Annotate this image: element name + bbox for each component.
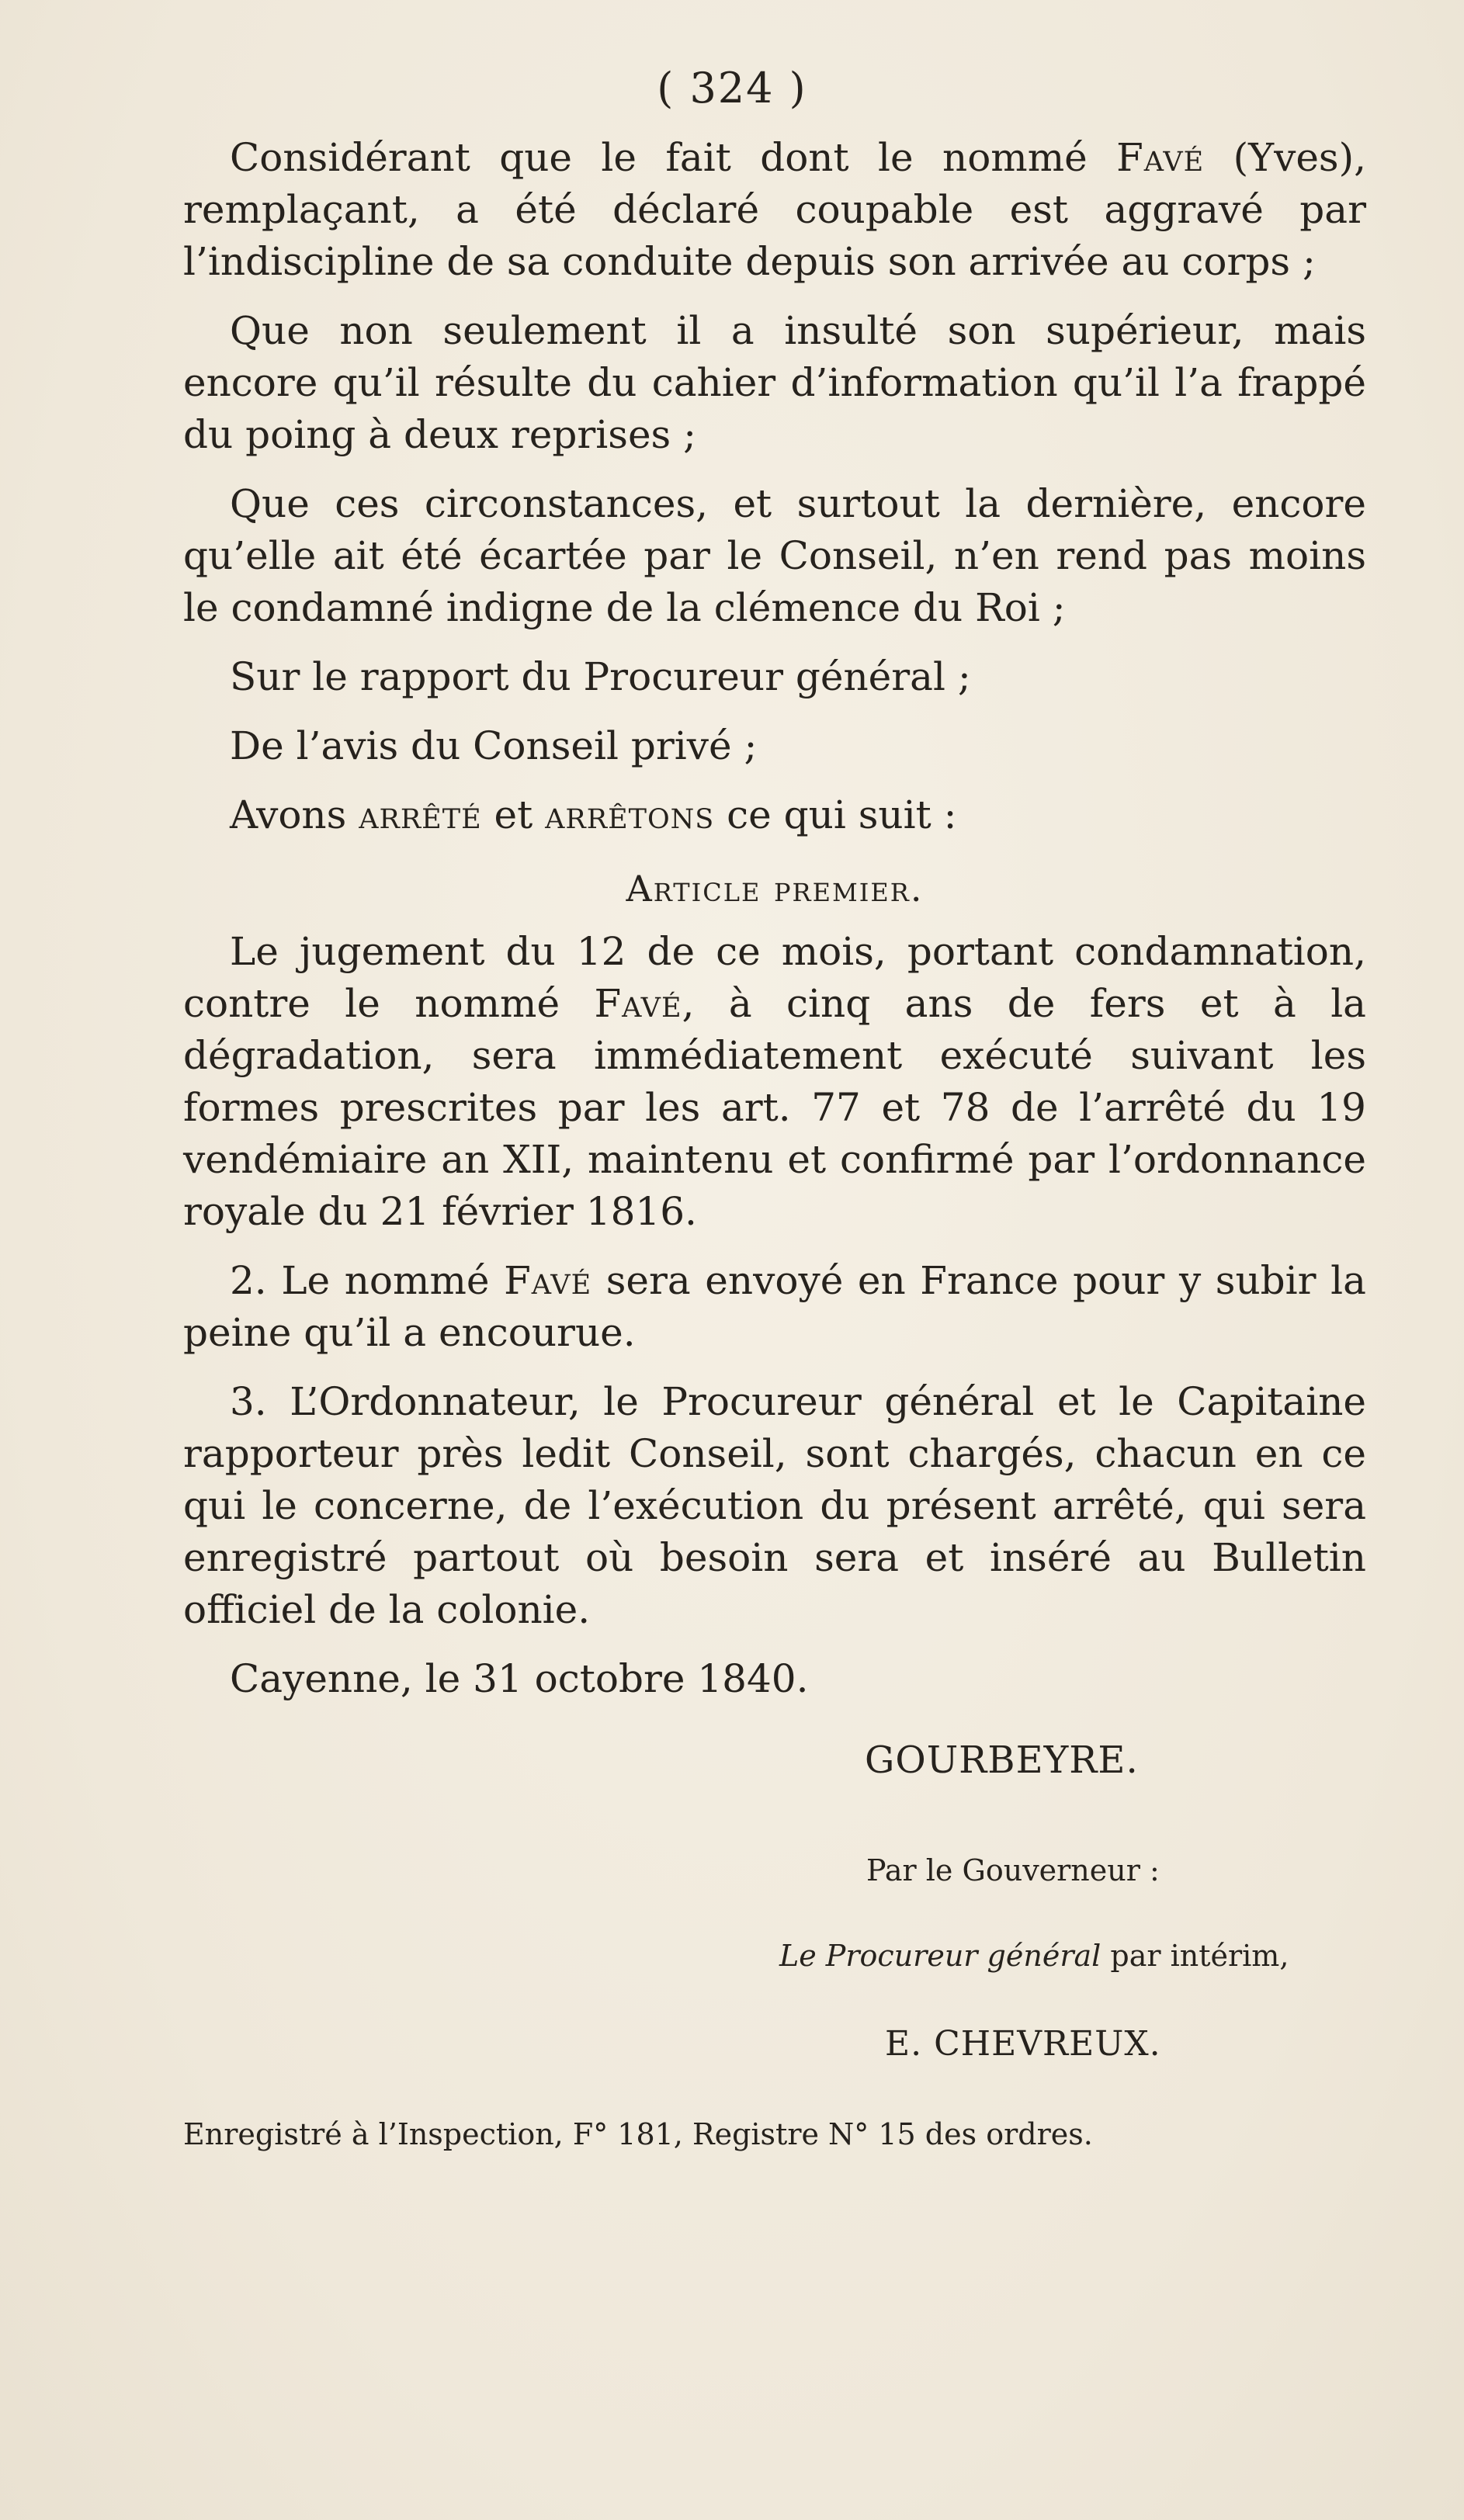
paragraph-avons: Avons arrêté et arrêtons ce qui suit :	[230, 792, 957, 837]
body-text	[183, 132, 1366, 1705]
article-heading: Article premier.	[626, 868, 924, 910]
date-line: Cayenne, le 31 octobre 1840.	[230, 1656, 809, 1701]
article-3: 3. L’Ordonnateur, le Procureur général et le Capitaine rapporteur près ledit Conseil, sont chargés, chacun en ce qui le concerne, de l’exécution du présent arrêté, qui sera enregistré partout où besoin sera et inséré au Bulletin officiel de la colonie.	[183, 1379, 1366, 1632]
article-2: 2. Le nommé Favé sera envoyé en France pour y subir la peine qu’il a encourue.	[183, 1258, 1366, 1355]
procureur-line: Le Procureur général par intérim,	[779, 1939, 1289, 1973]
name-fave: Favé	[504, 1258, 592, 1303]
article-1: Le jugement du 12 de ce mois, portant condamnation, contre le nommé Favé, à cinq ans de fers et à la dégradation, sera immédiatement exécuté suivant les formes prescrites par les art. 77 et 78 de l’arrêté du 19 vendémiaire an XII, maintenu et confirmé par l’ordonnance royale du 21 février 1816.	[183, 929, 1366, 1234]
paragraph-insult: Que non seulement il a insulté son supérieur, mais encore qu’il résulte du cahier d’information qu’il l’a frappé du poing à deux reprises ;	[183, 308, 1366, 457]
par-le-gouverneur: Par le Gouverneur :	[866, 1853, 1160, 1887]
signature-gourbeyre: GOURBEYRE.	[865, 1738, 1139, 1782]
paragraph-avis: De l’avis du Conseil privé ;	[230, 723, 758, 768]
name-fave: Favé	[594, 981, 682, 1026]
registration-footer: Enregistré à l’Inspection, F° 181, Registre N° 15 des ordres.	[183, 2117, 1093, 2151]
paragraph-rapport: Sur le rapport du Procureur général ;	[230, 654, 971, 699]
name-fave: Favé	[1116, 135, 1205, 180]
paragraph-considerant: Considérant que le fait dont le nommé Favé (Yves), remplaçant, a été déclaré coupable est aggravé par l’indiscipline de sa conduite depuis son arrivée au corps ;	[183, 135, 1366, 284]
page-number: ( 324 )	[657, 64, 807, 113]
signature-chevreux: E. CHEVREUX.	[885, 2024, 1161, 2064]
paragraph-circumstances: Que ces circonstances, et surtout la dernière, encore qu’elle ait été écartée par le Conseil, n’en rend pas moins le condamné indigne de la clémence du Roi ;	[183, 481, 1366, 630]
